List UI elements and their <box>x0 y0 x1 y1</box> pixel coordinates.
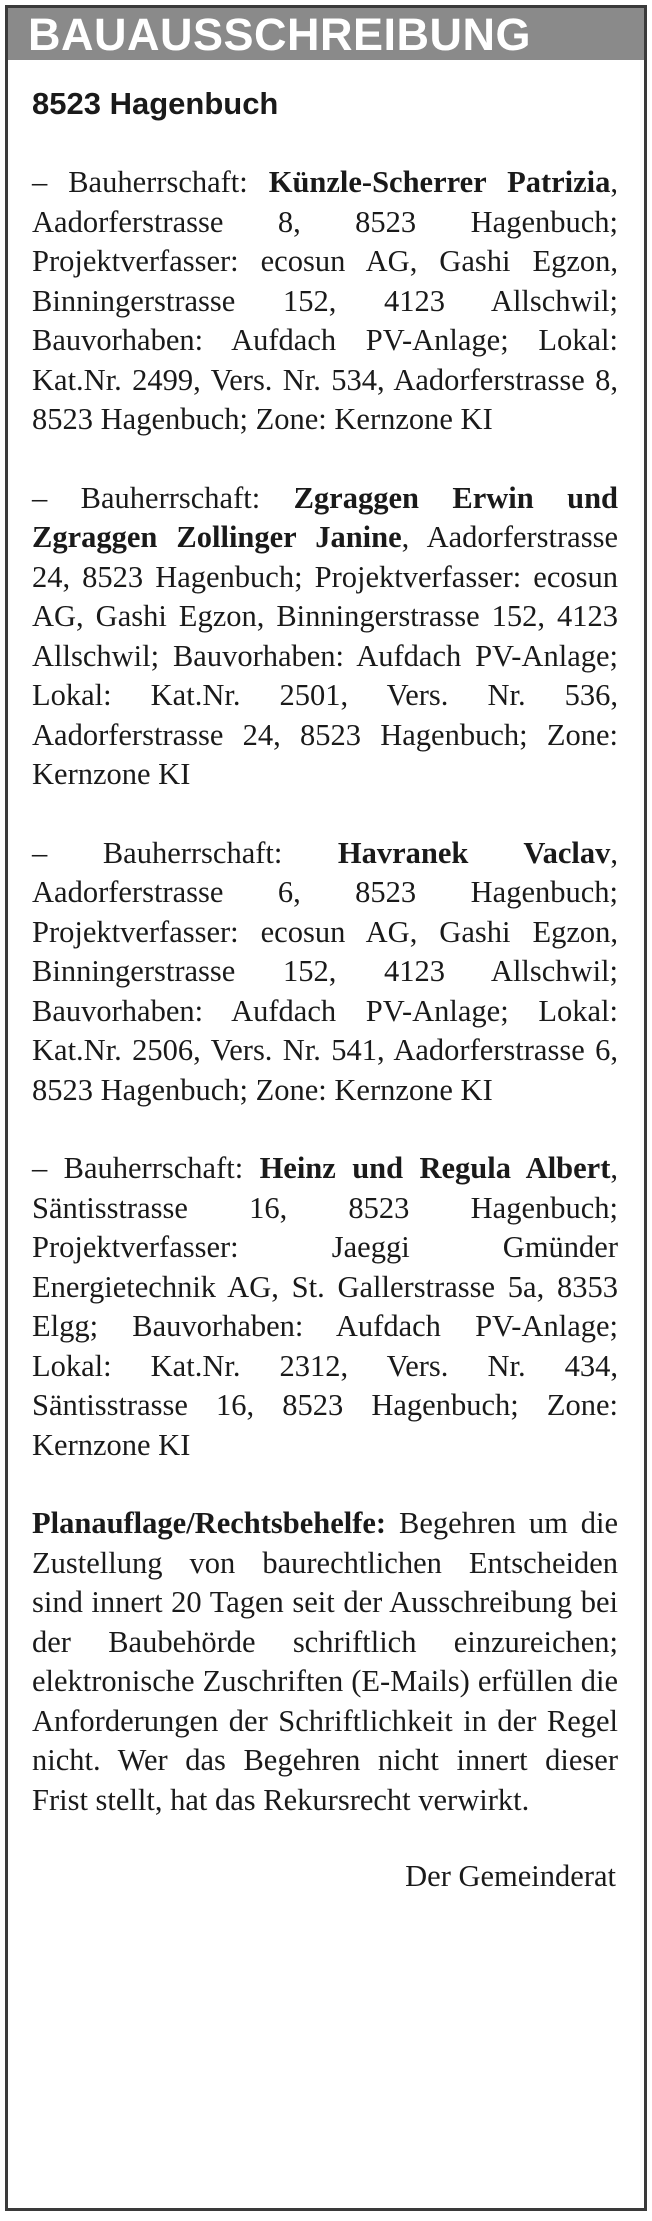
notice-header <box>8 8 644 60</box>
entry-label: Bauherrschaft: <box>68 165 248 199</box>
entry-dash: – <box>32 835 48 870</box>
entry-label: Bauherrschaft: <box>80 480 261 515</box>
legal-heading: Planauflage/Rechtsbehelfe: <box>32 1506 387 1540</box>
application-entry <box>32 163 618 440</box>
entry-dash: – <box>32 1151 48 1185</box>
application-entry <box>32 479 618 795</box>
entry-owner: Zgraggen Erwin und Zgraggen Zollinger Janine <box>32 480 619 554</box>
entry-details: , Säntisstrasse 16, 8523 Hagenbuch; Projektverfasser: Jaeggi Gmünder Energietechnik AG, St. Gallerstrasse 5a, 8353 Elgg; Bauvorhaben: Aufdach PV-Anlage; Lokal: Kat.Nr. 2312, Vers. Nr. 434, Säntisstrasse 16, 8523 Hagenbuch; Zone: Kernzone KI <box>32 1151 618 1462</box>
entry-owner: Heinz und Regula Albert <box>259 1151 611 1185</box>
entry-label: Bauherrschaft: <box>63 1151 244 1185</box>
legal-remedies <box>32 1504 618 1820</box>
legal-text: Begehren um die Zustellung von baurechtlichen Entscheiden sind innert 20 Tagen seit der Ausschreibung bei der Baubehörde schriftlich einzureichen; elektronische Zuschriften (E-Mails) erfüllen die Anforderungen der Schriftlichkeit in der Regel nicht. Wer das Begehren nicht innert dieser Frist stellt, hat das Rekursrecht verwirkt. <box>32 1506 618 1817</box>
notice-title: BAUAUSSCHREIBUNG <box>28 8 532 60</box>
signature: Der Gemeinderat <box>405 1859 616 1893</box>
entry-owner: Havranek Vaclav <box>337 835 611 870</box>
entry-label: Bauherrschaft: <box>102 835 283 870</box>
building-notice <box>5 5 647 2211</box>
entry-details: , Aadorferstrasse 6, 8523 Hagenbuch; Projektverfasser: ecosun AG, Gashi Egzon, Binningerstrasse 152, 4123 Allschwil; Bauvorhaben: Aufdach PV-Anlage; Lokal: Kat.Nr. 2506, Vers. Nr. 541, Aadorferstrasse 6, 8523 Hagenbuch; Zone: Kernzone KI <box>32 835 618 1107</box>
entry-details: , Aadorferstrasse 24, 8523 Hagenbuch; Projektverfasser: ecosun AG, Gashi Egzon, Binningerstrasse 152, 4123 Allschwil; Bauvorhaben: Aufdach PV-Anlage; Lokal: Kat.Nr. 2501, Vers. Nr. 536, Aadorferstrasse 24, 8523 Hagenbuch; Zone: Kernzone KI <box>32 520 618 791</box>
entry-owner: Künzle-Scherrer Patrizia <box>268 165 611 199</box>
notice-content <box>8 88 644 1894</box>
application-entry <box>32 1149 618 1465</box>
entry-dash: – <box>32 480 48 515</box>
entry-details: , Aadorferstrasse 8, 8523 Hagenbuch; Projektverfasser: ecosun AG, Gashi Egzon, Binningerstrasse 152, 4123 Allschwil; Bauvorhaben: Aufdach PV-Anlage; Lokal: Kat.Nr. 2499, Vers. Nr. 534, Aadorferstrasse 8, 8523 Hagenbuch; Zone: Kernzone KI <box>32 165 619 436</box>
entry-dash: – <box>32 165 48 199</box>
application-entry <box>32 834 618 1111</box>
municipality-heading: 8523 Hagenbuch <box>32 86 279 121</box>
